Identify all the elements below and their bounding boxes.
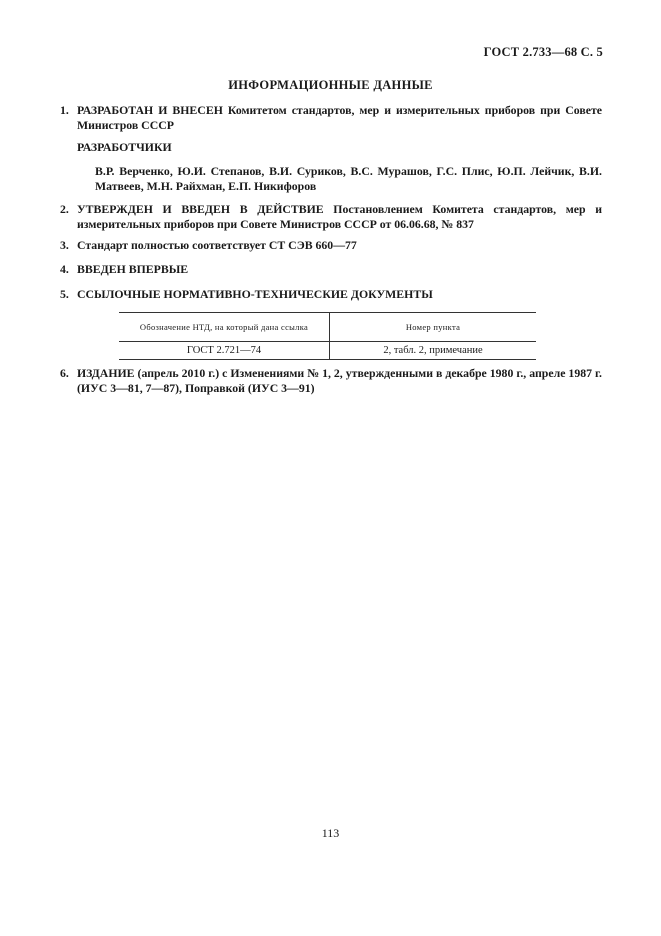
item-text: РАЗРАБОТАН И ВНЕСЕН Комитетом стандартов, мер и измерительных приборов при Совете Министров СССР — [77, 103, 602, 132]
document-header: ГОСТ 2.733—68 С. 5 — [483, 45, 603, 59]
item-number: 4. — [60, 262, 69, 276]
item-text: ВВЕДЕН ВПЕРВЫЕ — [77, 262, 189, 276]
info-item-3 — [60, 238, 602, 253]
info-item-5 — [60, 287, 602, 302]
table-cell-document: ГОСТ 2.721—74 — [119, 342, 330, 360]
item-number: 3. — [60, 238, 69, 252]
developers-list: В.Р. Верченко, Ю.И. Степанов, В.И. Суриков, В.С. Мурашов, Г.С. Плис, Ю.П. Лейчик, В.И. Матвеев, М.Н. Райхман, Е.П. Никифоров — [95, 164, 602, 193]
item-number: 2. — [60, 202, 69, 216]
table-header-row — [119, 313, 536, 342]
table-row — [119, 342, 536, 360]
page-number: 113 — [321, 826, 340, 840]
item-text: Стандарт полностью соответствует СТ СЭВ 660—77 — [77, 238, 357, 252]
column-header-document: Обозначение НТД, на который дана ссылка — [119, 313, 330, 342]
column-header-clause: Номер пункта — [330, 313, 537, 342]
page-title: ИНФОРМАЦИОННЫЕ ДАННЫЕ — [228, 78, 433, 92]
table-cell-clause: 2, табл. 2, примечание — [330, 342, 537, 360]
item-number: 1. — [60, 103, 69, 117]
item-text: ССЫЛОЧНЫЕ НОРМАТИВНО-ТЕХНИЧЕСКИЕ ДОКУМЕНТЫ — [77, 287, 433, 301]
info-item-2 — [60, 202, 602, 232]
references-table — [119, 312, 536, 360]
item-text: ИЗДАНИЕ (апрель 2010 г.) с Изменениями № 1, 2, утвержденными в декабре 1980 г., апреле 1987 г. (ИУС 3—81, 7—87), Поправкой (ИУС 3—91) — [77, 366, 602, 395]
item-text: УТВЕРЖДЕН И ВВЕДЕН В ДЕЙСТВИЕ Постановлением Комитета стандартов, мер и измерительных приборов при Совете Министров СССР от 06.06.68, № 837 — [77, 202, 602, 231]
developers-heading: РАЗРАБОТЧИКИ — [77, 140, 172, 154]
item-number: 6. — [60, 366, 69, 380]
info-item-1 — [60, 103, 602, 133]
item-number: 5. — [60, 287, 69, 301]
info-item-4 — [60, 262, 602, 277]
info-item-6 — [60, 366, 602, 396]
